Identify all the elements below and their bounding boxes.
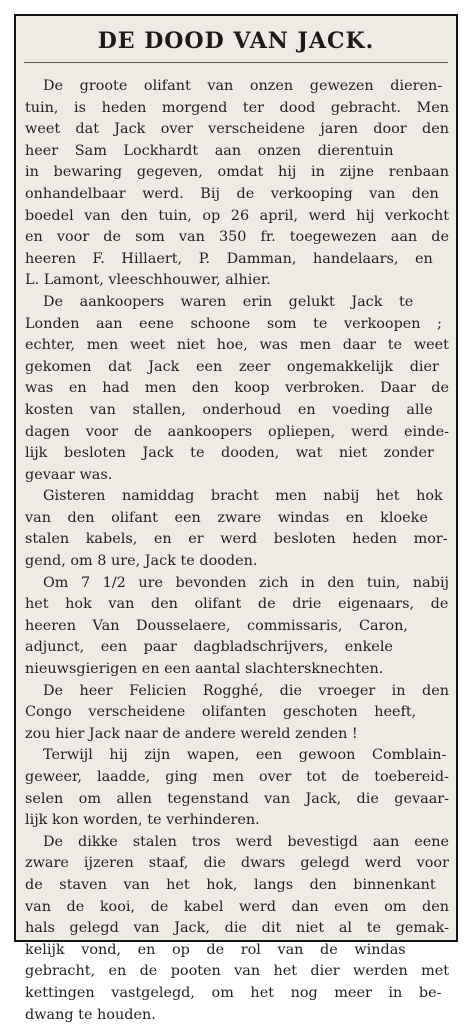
text-line: de staven van het hok, langs den binnenkant (25, 876, 436, 893)
paragraph (25, 745, 449, 831)
text-line: boedel van den tuin, op 26 april, werd hij verkocht (25, 207, 450, 224)
text-line: zou hier Jack naar de andere wereld zenden ! (25, 725, 358, 742)
text-line: lijk besloten Jack te dooden, wat niet zonder (25, 445, 434, 462)
text-line: nieuwsgierigen en een aantal slachtersknechten. (25, 661, 384, 678)
text-line: kelijk vond, en op de rol van de windas (25, 941, 406, 958)
text-line: Om 7 1/2 ure bevonden zich in den tuin, nabij (43, 574, 450, 591)
paragraph (25, 681, 449, 746)
text-line: echter, men weet niet hoe, was men daar te weet (25, 337, 449, 354)
text-line: en voor de som van 350 fr. toegewezen aan de (25, 229, 449, 246)
text-line: stalen kabels, en er werd besloten heden mor- (25, 531, 448, 548)
article-body (25, 76, 449, 1026)
text-line: zware ijzeren staaf, die dwars gelegd werd voor (25, 855, 449, 872)
paragraph (25, 573, 449, 681)
newspaper-clipping (14, 14, 458, 1023)
text-line: het hok van den olifant de drie eigenaars, de (25, 596, 449, 613)
text-line: gend, om 8 ure, Jack te dooden. (25, 553, 258, 570)
paragraph (25, 292, 449, 486)
paragraph (25, 832, 449, 1026)
text-line: dwang te houden. (25, 1006, 156, 1023)
headline-rule (24, 62, 448, 63)
text-line: De aankoopers waren erin gelukt Jack te (43, 293, 414, 310)
text-line: Terwijl hij zijn wapen, een gewoon Comblain- (43, 747, 447, 764)
text-line: heer Sam Lockhardt aan onzen dierentuin (25, 142, 394, 159)
headline: DE DOOD VAN JACK. (97, 28, 375, 54)
text-line: weet dat Jack over verscheidene jaren door den (25, 121, 450, 138)
text-line: gekomen dat Jack een zeer ongemakkelijk dier (25, 358, 439, 375)
text-line: Gisteren namiddag bracht men nabij het hok (43, 488, 443, 505)
text-line: geweer, laadde, ging men over tot de toebereid- (25, 769, 449, 785)
text-line: L. Lamont, vleeschhouwer, alhier. (25, 272, 271, 289)
text-line: was en had men den koop verbroken. Daar de (25, 380, 449, 397)
text-line: Londen aan eene schoone som te verkoopen ; (25, 315, 442, 332)
text-line: hals gelegd van Jack, die dit niet al te gemak- (25, 920, 449, 937)
text-line: van de kooi, de kabel werd dan even om den (25, 898, 450, 915)
text-line: De groote olifant van onzen gewezen dieren- (43, 78, 443, 94)
text-line: adjunct, een paar dagbladschrijvers, enkele (25, 639, 393, 656)
text-line: De dikke stalen tros werd bevestigd aan eene (43, 833, 450, 850)
text-line: De heer Felicien Rogghé, die vroeger in den (43, 682, 449, 699)
paragraph (25, 486, 449, 572)
text-line: lijk kon worden, te verhinderen. (25, 812, 260, 829)
text-line: van den olifant een zware windas en kloeke (25, 509, 428, 526)
text-line: selen om allen tegenstand van Jack, die gevaar- (25, 790, 450, 807)
paragraph (25, 76, 449, 292)
text-line: gebracht, en de pooten van het dier werden met (25, 963, 450, 980)
text-line: gevaar was. (25, 466, 113, 483)
text-line: dagen voor de aankoopers opliepen, werd einde- (25, 423, 449, 440)
text-line: heeren Van Dousselaere, commissaris, Caron, (25, 617, 408, 634)
text-line: Congo verscheidene olifanten geschoten heeft, (25, 704, 417, 721)
text-line: in bewaring gegeven, omdat hij in zijne renbaan (25, 164, 450, 181)
text-line: kettingen vastgelegd, om het nog meer in be- (25, 984, 442, 1001)
text-line: tuin, is heden morgend ter dood gebracht. Men (25, 99, 450, 116)
text-line: onhandelbaar werd. Bij de verkooping van den (25, 185, 439, 202)
text-line: kosten van stallen, onderhoud en voeding alle (25, 401, 433, 418)
text-line: heeren F. Hillaert, P. Damman, handelaars, en (25, 250, 433, 267)
